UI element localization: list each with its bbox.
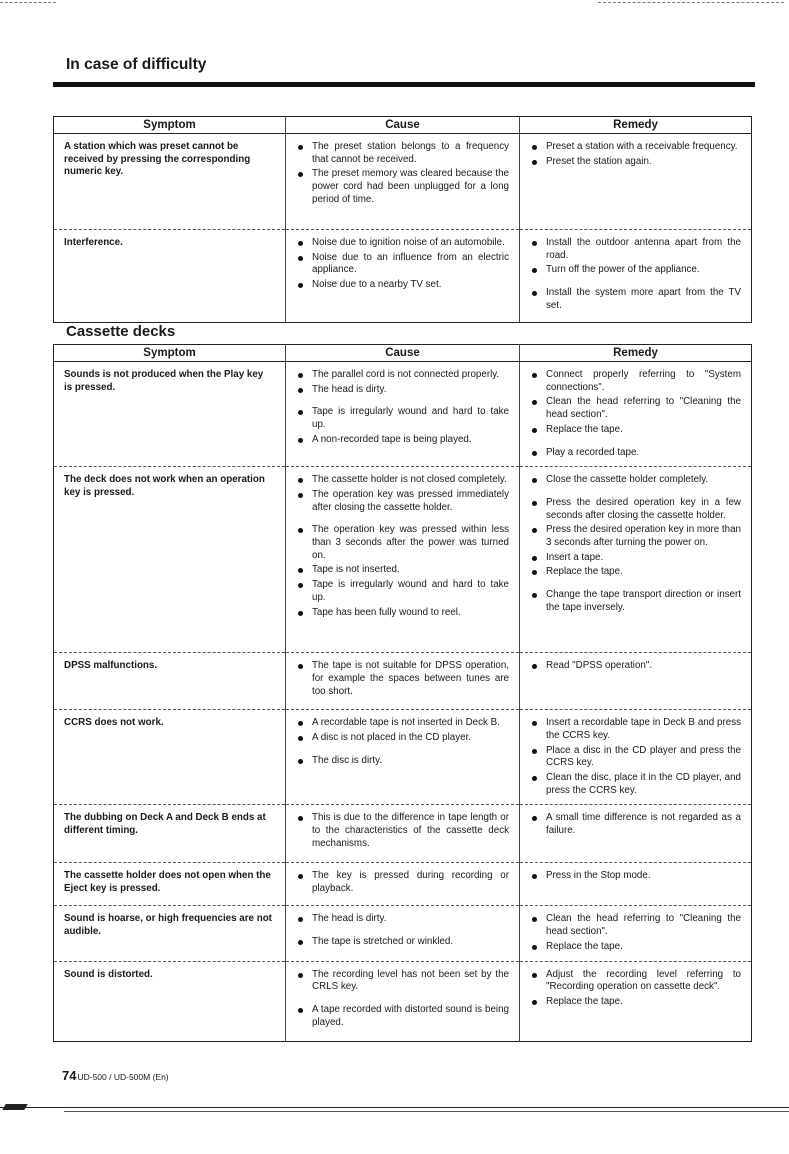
remedy-item: Read "DPSS operation".: [530, 660, 741, 673]
symptom-cell: Sounds is not produced when the Play key is pressed.: [64, 369, 264, 393]
table-row: [54, 362, 752, 467]
tuner-troubleshooting-table: [53, 116, 752, 323]
cause-item: Tape is not inserted.: [296, 564, 509, 577]
symptom-cell: Interference.: [54, 230, 286, 323]
cause-cell: [286, 230, 520, 323]
title-rule: [53, 82, 755, 87]
column-header-remedy: Remedy: [520, 117, 752, 134]
cause-item: A non-recorded tape is being played.: [296, 434, 509, 447]
cause-cell: [286, 134, 520, 230]
remedy-item: Press the desired operation key in a few seconds after closing the cassette holder.: [530, 497, 741, 522]
remedy-cell: [520, 863, 752, 906]
remedy-item: Play a recorded tape.: [530, 447, 741, 460]
cause-item: Noise due to ignition noise of an automobile.: [296, 237, 509, 250]
section-title-cassette-decks: Cassette decks: [66, 323, 176, 340]
cause-item: The cassette holder is not closed completely.: [296, 474, 509, 487]
symptom-cell: The dubbing on Deck A and Deck B ends at different timing.: [54, 805, 286, 863]
table-row: [54, 906, 752, 961]
remedy-cell: [520, 230, 752, 323]
symptom-cell: CCRS does not work.: [54, 710, 286, 805]
remedy-cell: [520, 467, 752, 653]
remedy-cell: [520, 134, 752, 230]
cause-item: The parallel cord is not connected properly.: [296, 369, 509, 382]
remedy-item: Change the tape transport direction or insert the tape inversely.: [530, 589, 741, 614]
cause-item: The operation key was pressed within less than 3 seconds after the power was turned on.: [296, 524, 509, 562]
symptom-cell: Sound is distorted.: [54, 961, 286, 1041]
cause-cell: [286, 710, 520, 805]
model-number: UD-500 / UD-500M (En): [77, 1072, 169, 1082]
symptom-cell: Sound is hoarse, or high frequencies are not audible.: [54, 906, 286, 961]
cause-item: The head is dirty.: [296, 384, 509, 397]
cause-item: The preset station belongs to a frequency that cannot be received.: [296, 141, 509, 166]
bottom-rule: [0, 1107, 789, 1108]
remedy-item: Press the desired operation key in more than 3 seconds after turning the power on.: [530, 524, 741, 549]
page-footer: [62, 1068, 169, 1083]
column-header-remedy: Remedy: [520, 345, 752, 362]
cause-item: A recordable tape is not inserted in Deck B.: [296, 717, 509, 730]
remedy-cell: [520, 653, 752, 710]
cause-item: The preset memory was cleared because the power cord had been unplugged for a long period of time.: [296, 168, 509, 206]
column-header-cause: Cause: [286, 117, 520, 134]
remedy-item: Preset a station with a receivable frequency.: [530, 141, 741, 154]
remedy-item: Turn off the power of the appliance.: [530, 264, 741, 277]
table-header-row: [54, 345, 752, 362]
top-edge-dashes-left: [0, 2, 56, 3]
remedy-item: Place a disc in the CD player and press the CCRS key.: [530, 745, 741, 770]
remedy-item: Preset the station again.: [530, 156, 741, 169]
remedy-item: Replace the tape.: [530, 424, 741, 437]
cause-item: Noise due to an influence from an electric appliance.: [296, 252, 509, 277]
table-row: [54, 467, 752, 653]
remedy-item: Install the system more apart from the TV set.: [530, 287, 741, 312]
cause-cell: [286, 961, 520, 1041]
remedy-item: Clean the disc, place it in the CD player, and press the CCRS key.: [530, 772, 741, 797]
remedy-item: Replace the tape.: [530, 941, 741, 954]
remedy-cell: [520, 362, 752, 467]
remedy-item: Connect properly referring to "System connections".: [530, 369, 741, 394]
remedy-item: Clean the head referring to "Cleaning the head section".: [530, 396, 741, 421]
table-row: [54, 710, 752, 805]
cause-cell: [286, 805, 520, 863]
cause-item: Tape is irregularly wound and hard to take up.: [296, 406, 509, 431]
table-row: [54, 805, 752, 863]
table-row: [54, 230, 752, 323]
cause-cell: [286, 653, 520, 710]
cause-cell: [286, 906, 520, 961]
column-header-symptom: Symptom: [54, 117, 286, 134]
remedy-cell: [520, 710, 752, 805]
cause-item: A tape recorded with distorted sound is being played.: [296, 1004, 509, 1029]
top-edge-dashes-right: [598, 2, 784, 3]
column-header-cause: Cause: [286, 345, 520, 362]
remedy-item: A small time difference is not regarded as a failure.: [530, 812, 741, 837]
cause-cell: [286, 362, 520, 467]
symptom-cell: A station which was preset cannot be received by pressing the corresponding numeric key.: [64, 141, 251, 178]
table-row: [54, 961, 752, 1041]
cause-item: A disc is not placed in the CD player.: [296, 732, 509, 745]
cassette-troubleshooting-table: [53, 344, 752, 1042]
remedy-item: Replace the tape.: [530, 996, 741, 1009]
remedy-item: Press in the Stop mode.: [530, 870, 741, 883]
page-number: 74: [62, 1068, 77, 1083]
cause-item: The head is dirty.: [296, 913, 509, 926]
remedy-item: Adjust the recording level referring to "Recording operation on cassette deck".: [530, 969, 741, 994]
page-title: In case of difficulty: [66, 56, 207, 73]
table-header-row: [54, 117, 752, 134]
remedy-item: Insert a tape.: [530, 552, 741, 565]
bottom-rule-thin: [64, 1111, 789, 1112]
cause-item: The tape is stretched or winkled.: [296, 936, 509, 949]
remedy-cell: [520, 805, 752, 863]
cause-item: The key is pressed during recording or playback.: [296, 870, 509, 895]
table-row: [54, 134, 752, 230]
remedy-cell: [520, 906, 752, 961]
remedy-item: Insert a recordable tape in Deck B and press the CCRS key.: [530, 717, 741, 742]
cause-item: This is due to the difference in tape length or to the characteristics of the cassette deck mechanisms.: [296, 812, 509, 850]
cause-item: Tape is irregularly wound and hard to take up.: [296, 579, 509, 604]
symptom-cell: The deck does not work when an operation key is pressed.: [54, 467, 286, 653]
remedy-item: Replace the tape.: [530, 566, 741, 579]
cause-item: The tape is not suitable for DPSS operation, for example the spaces between tunes are too short.: [296, 660, 509, 698]
column-header-symptom: Symptom: [54, 345, 286, 362]
table-row: [54, 863, 752, 906]
cause-item: The disc is dirty.: [296, 755, 509, 768]
cause-item: Noise due to a nearby TV set.: [296, 279, 509, 292]
table-row: [54, 653, 752, 710]
remedy-cell: [520, 961, 752, 1041]
cause-cell: [286, 467, 520, 653]
remedy-item: Close the cassette holder completely.: [530, 474, 741, 487]
cause-item: The operation key was pressed immediately after closing the cassette holder.: [296, 489, 509, 514]
cause-item: The recording level has not been set by the CRLS key.: [296, 969, 509, 994]
symptom-cell: The cassette holder does not open when the Eject key is pressed.: [54, 863, 286, 906]
remedy-item: Install the outdoor antenna apart from the road.: [530, 237, 741, 262]
remedy-item: Clean the head referring to "Cleaning the head section".: [530, 913, 741, 938]
cause-cell: [286, 863, 520, 906]
cause-item: Tape has been fully wound to reel.: [296, 607, 509, 620]
symptom-cell: DPSS malfunctions.: [54, 653, 286, 710]
